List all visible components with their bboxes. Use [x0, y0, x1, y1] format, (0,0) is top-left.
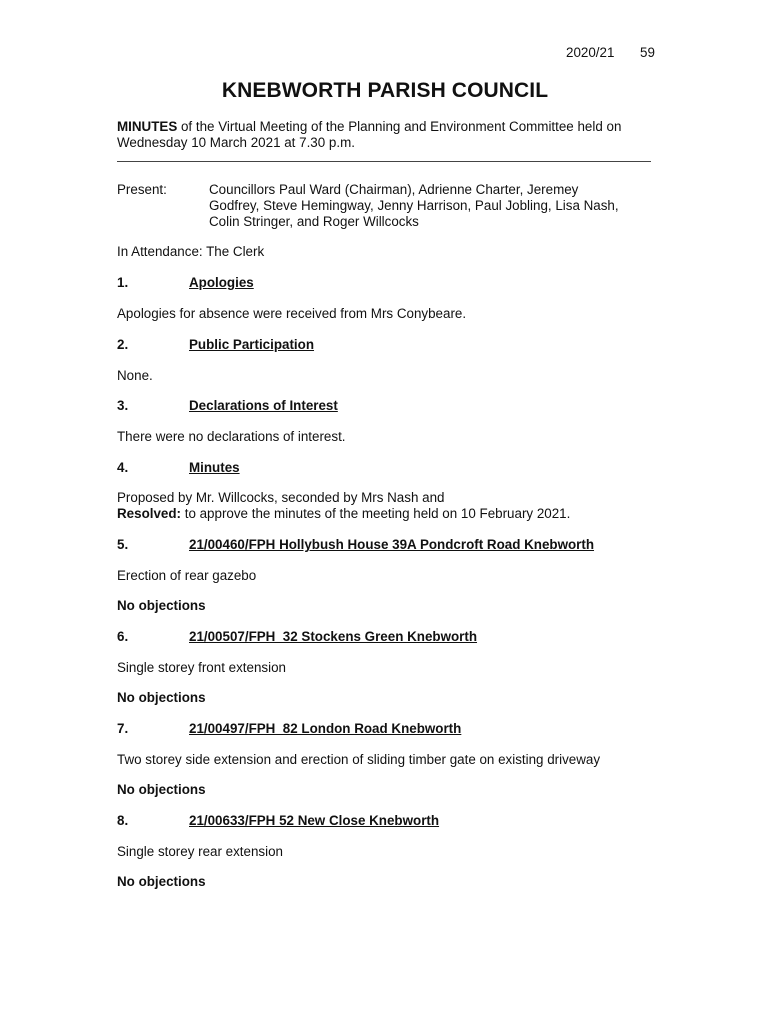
item-number: 3.	[117, 398, 129, 413]
header-page-number: 59	[640, 45, 655, 60]
item-number: 5.	[117, 537, 129, 552]
header-year: 2020/21	[566, 45, 615, 60]
item-body: Apologies for absence were received from Mrs Conybeare.	[117, 306, 467, 321]
item-number: 6.	[117, 629, 129, 644]
item-number: 2.	[117, 337, 129, 352]
item-number: 1.	[117, 275, 129, 290]
item-decision: No objections	[117, 782, 206, 797]
item-heading: Declarations of Interest	[189, 398, 338, 413]
item-body: Single storey front extension	[117, 660, 286, 675]
present-line-3: Colin Stringer, and Roger Willcocks	[209, 214, 419, 229]
item-number: 8.	[117, 813, 129, 828]
present-line-1: Councillors Paul Ward (Chairman), Adrienne Charter, Jeremey	[209, 182, 579, 197]
intro-paragraph	[117, 119, 662, 151]
present-line-2: Godfrey, Steve Hemingway, Jenny Harrison, Paul Jobling, Lisa Nash,	[209, 198, 619, 213]
item-body: Proposed by Mr. Willcocks, seconded by Mrs Nash and	[117, 490, 445, 505]
item-heading: Public Participation	[189, 337, 315, 352]
item-number: 7.	[117, 721, 129, 736]
present-label: Present:	[117, 182, 167, 197]
item-decision: No objections	[117, 598, 206, 613]
item-decision: No objections	[117, 874, 206, 889]
item-body: There were no declarations of interest.	[117, 429, 346, 444]
item-heading: Apologies	[189, 275, 254, 290]
item-heading: 21/00460/FPH Hollybush House 39A Pondcroft Road Knebworth	[189, 537, 595, 552]
item-body: Single storey rear extension	[117, 844, 283, 859]
resolved-line	[117, 506, 570, 522]
divider-rule	[117, 161, 651, 162]
item-body: Two storey side extension and erection of sliding timber gate on existing driveway	[117, 752, 601, 767]
item-decision: No objections	[117, 690, 206, 705]
item-body: None.	[117, 368, 153, 383]
attendance-text: In Attendance: The Clerk	[117, 244, 265, 259]
item-heading: Minutes	[189, 460, 240, 475]
intro-text: of the Virtual Meeting of the Planning and Environment Committee held on Wednesday 10 March 2021 at 7.30 p.m.	[117, 119, 622, 150]
resolved-label: Resolved:	[117, 506, 181, 521]
document-title: KNEBWORTH PARISH COUNCIL	[221, 79, 549, 102]
intro-lead: MINUTES	[117, 119, 178, 134]
item-heading: 21/00497/FPH 82 London Road Knebworth	[189, 721, 462, 736]
resolved-text: to approve the minutes of the meeting held on 10 February 2021.	[181, 506, 571, 521]
item-body: Erection of rear gazebo	[117, 568, 257, 583]
item-number: 4.	[117, 460, 129, 475]
item-heading: 21/00633/FPH 52 New Close Knebworth	[189, 813, 440, 828]
item-heading: 21/00507/FPH 32 Stockens Green Knebworth	[189, 629, 478, 644]
